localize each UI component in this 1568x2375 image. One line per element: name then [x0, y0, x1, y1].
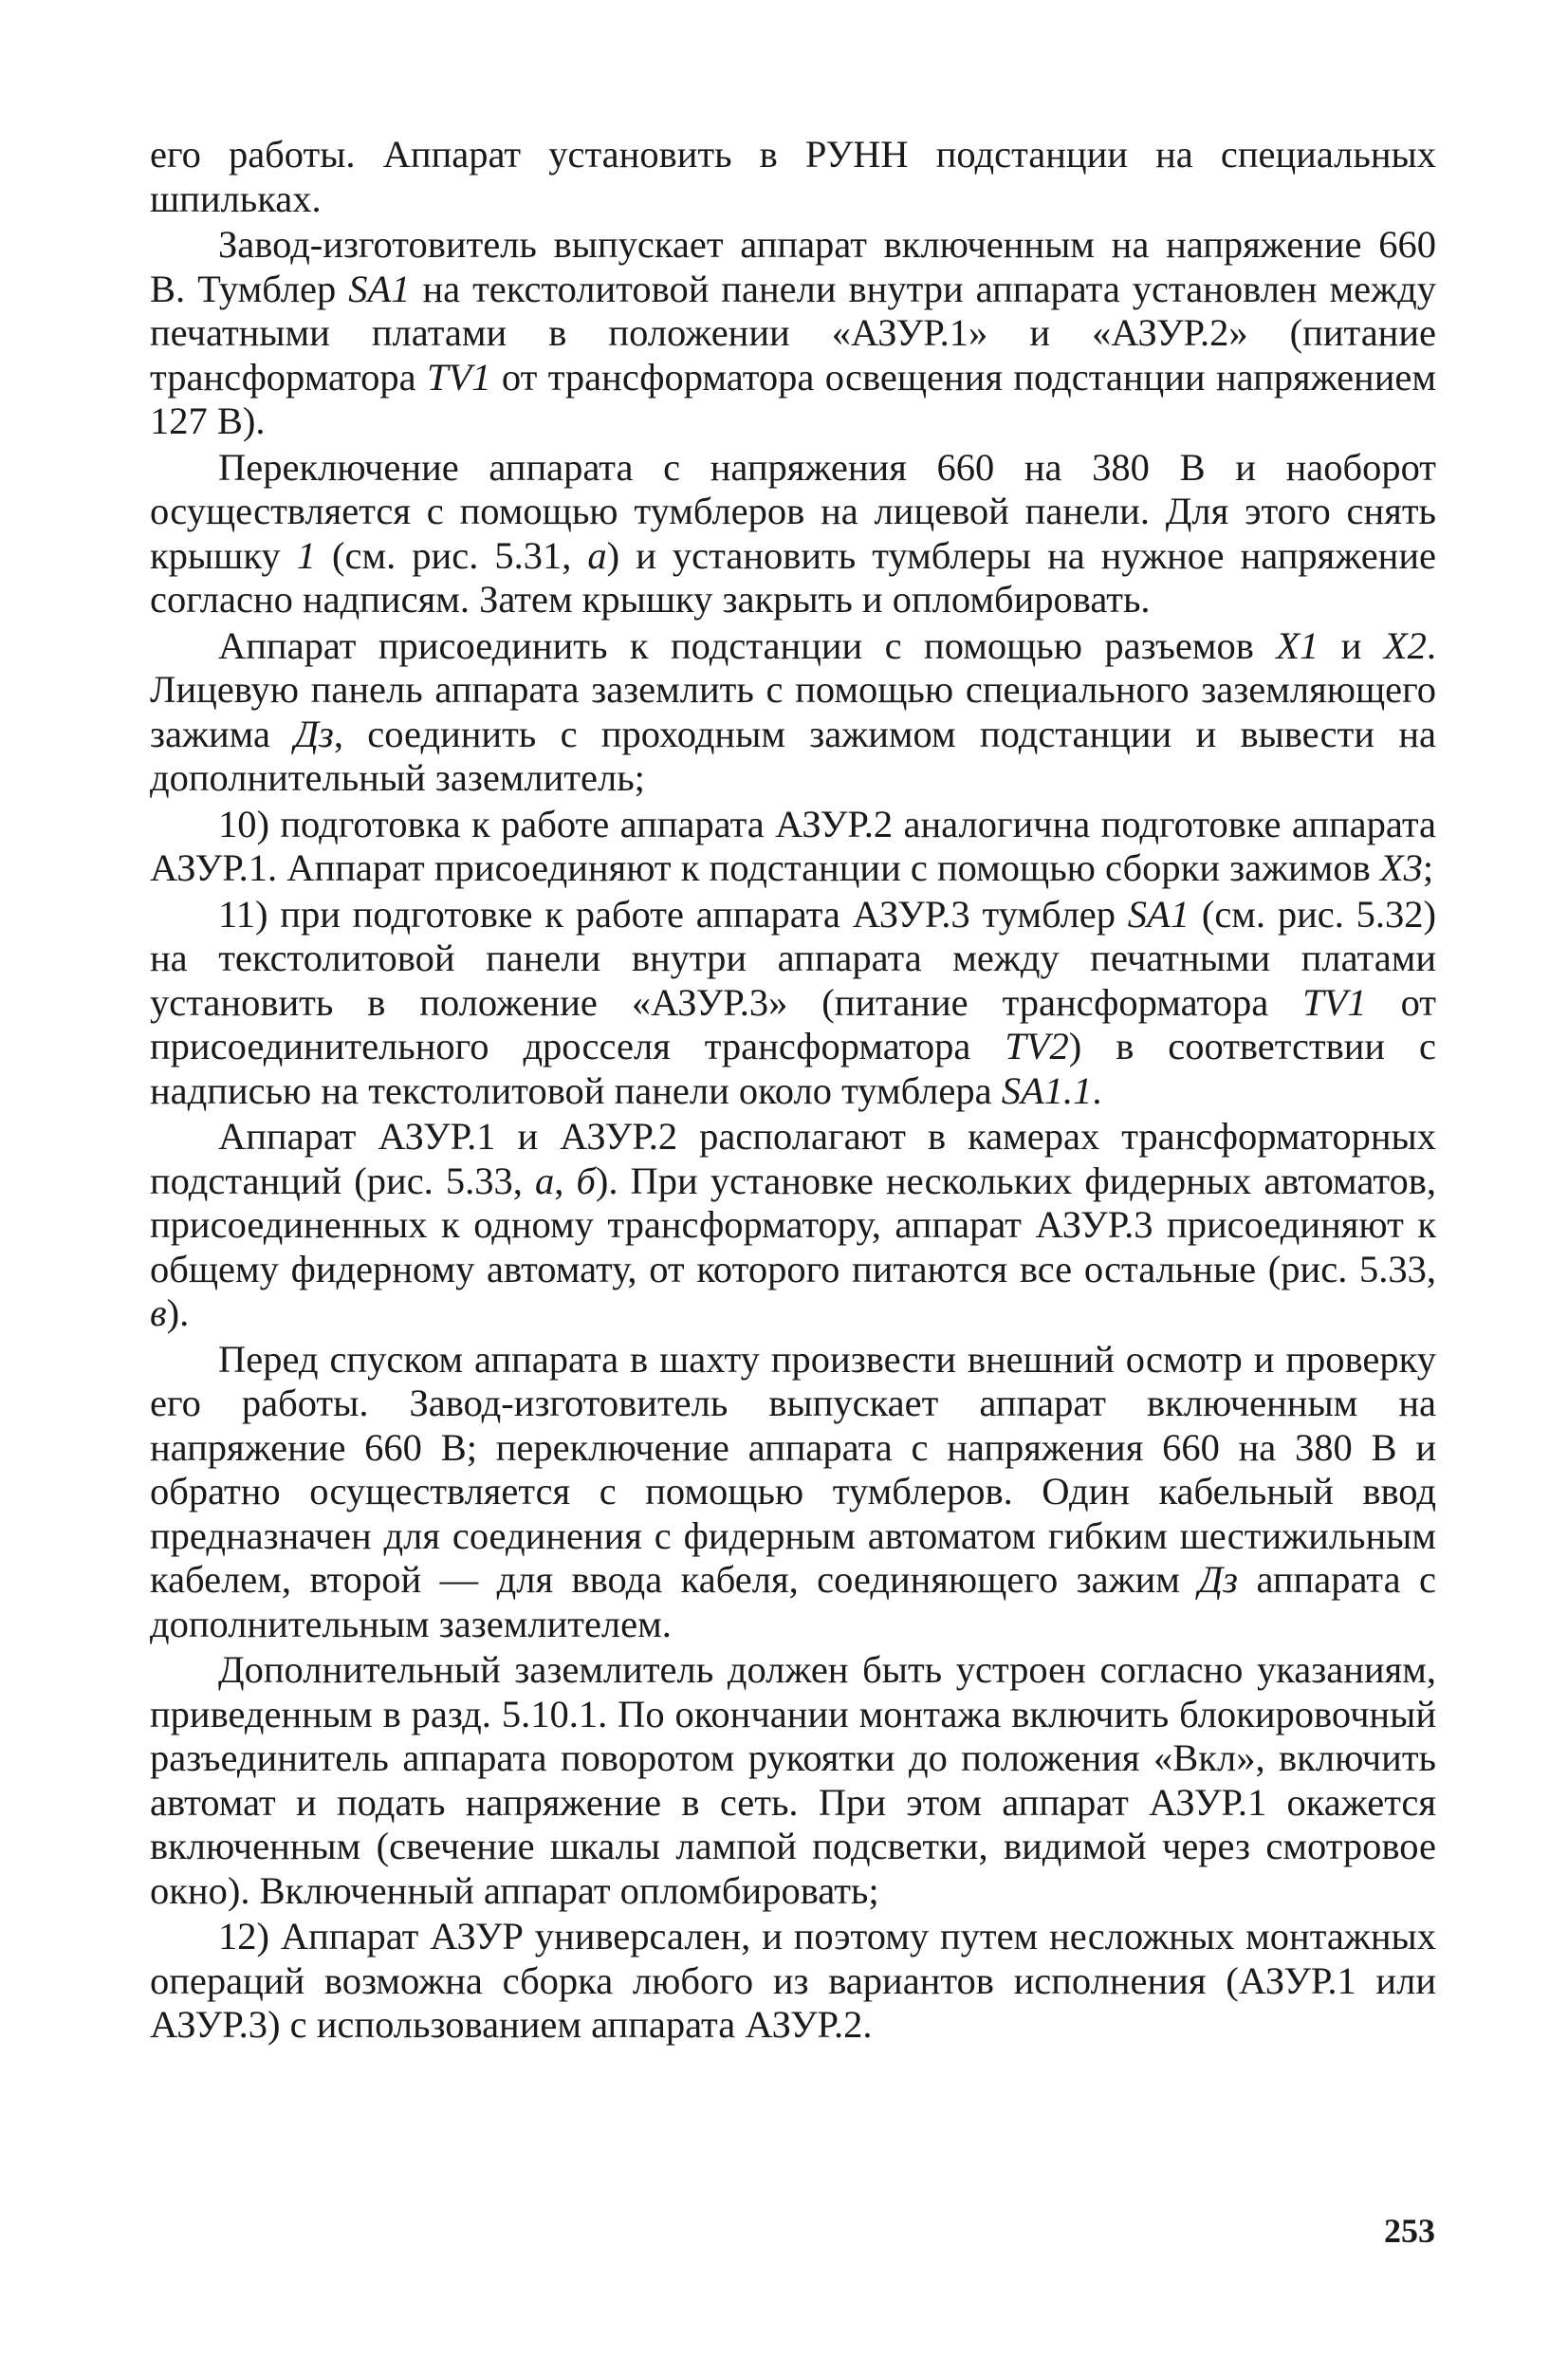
italic-term: а [535, 1159, 555, 1202]
italic-term: SA1.1 [1001, 1068, 1093, 1112]
text-run: Аппарат АЗУР.1 и АЗУР.2 располагают в камерах трансформаторных подстанций (рис. 5.33, [150, 1115, 1436, 1202]
italic-term: TV2 [1005, 1025, 1069, 1067]
italic-term: б [576, 1159, 596, 1202]
italic-term: TV1 [427, 355, 491, 399]
paragraph-6 [150, 893, 1436, 1114]
text-run: Аппарат присоединить к подстанции с помощью разъемов [218, 623, 1277, 667]
text-run: и [1319, 623, 1384, 667]
text-run: ) в соответствии с надписью на текстолитовой панели около тумблера [150, 1025, 1436, 1112]
italic-term: Дз [294, 712, 334, 755]
text-run: от присоединительного дросселя трансформатора [150, 980, 1436, 1067]
paragraph-1 [150, 133, 1436, 221]
italic-term: 1 [296, 533, 316, 577]
italic-term: X1 [1276, 623, 1319, 667]
text-run: Дополнительный заземлитель должен быть устроен согласно указаниям, приведенным в разд. 5.10.1. По окончании монтажа включить блокировочный разъединитель аппарата поворотом рукоятки до положения «Вкл», включить автомат и подать напряжение в сеть. При этом аппарат АЗУР.1 окажется включенным (свечение шкалы лампой подсветки, видимой через смотровое окно). Включенный аппарат опломбировать; [150, 1648, 1436, 1912]
text-run: , соединить с проходным зажимом подстанции и вывести на дополнительный заземлитель; [150, 712, 1436, 799]
text-run: , [554, 1159, 577, 1202]
italic-term: Дз [1198, 1558, 1238, 1601]
italic-term: X3 [1379, 846, 1423, 889]
italic-term: SA1 [1127, 892, 1190, 936]
text-run: ). При установке нескольких фидерных автоматов, присоединенных к одному трансформатору, аппарат АЗУР.3 присоединяют к общему фидерному автомату, от которого питаются все остальные (рис. 5.33, [150, 1159, 1436, 1290]
text-run: 11) при подготовке к работе аппарата АЗУР.3 тумблер [218, 892, 1128, 936]
paragraph-7 [150, 1115, 1436, 1336]
italic-term: а [587, 533, 607, 577]
text-run: Завод-изготовитель выпускает аппарат включенным на напряжение 660 В. Тумблер [150, 223, 1436, 310]
text-run: ) и установить тумблеры на нужное напряжение согласно надписям. Затем крышку закрыть и опломбировать. [150, 533, 1436, 621]
paragraph-8 [150, 1338, 1436, 1647]
paragraph-5 [150, 803, 1436, 891]
text-run: ; [1422, 846, 1434, 889]
paragraph-3 [150, 446, 1436, 622]
text-run: (см. рис. 5.32) на текстолитовой панели внутри аппарата между печатными платами установить в положение «АЗУР.3» (питание трансформатора [150, 892, 1436, 1024]
text-run: (см. рис. 5.31, [315, 533, 588, 577]
paragraph-9 [150, 1648, 1436, 1913]
text-run: на текстолитовой панели внутри аппарата установлен между печатными платами в положении «АЗУР.1» и «АЗУР.2» (питание трансформатора [150, 267, 1436, 399]
paragraph-2 [150, 223, 1436, 444]
text-run: от трансформатора освещения подстанции напряжением 127 В). [150, 355, 1436, 442]
text-run: . [1092, 1068, 1102, 1112]
paragraph-10 [150, 1915, 1436, 2048]
text-run: ). [166, 1291, 190, 1334]
text-run: 12) Аппарат АЗУР универсален, и поэтому путем несложных монтажных операций возможна сборка любого из вариантов исполнения (АЗУР.1 или АЗУР.3) с использованием аппарата АЗУР.2. [150, 1915, 1436, 2046]
text-run: . Лицевую панель аппарата заземлить с помощью специального заземляющего зажима [150, 623, 1436, 755]
text-run: аппарата с дополнительным заземлителем. [150, 1558, 1436, 1645]
italic-term: в [150, 1291, 167, 1334]
page-number: 253 [1384, 2212, 1435, 2250]
text-run: 10) подготовка к работе аппарата АЗУР.2 аналогична подготовке аппарата АЗУР.1. Аппарат присоединяют к подстанции с помощью сборки зажимов [150, 802, 1436, 889]
italic-term: TV1 [1302, 980, 1367, 1024]
page-body [150, 133, 1436, 2050]
italic-term: SA1 [348, 267, 411, 310]
text-run: Перед спуском аппарата в шахту произвести внешний осмотр и проверку его работы. Завод-изготовитель выпускает аппарат включенным на напряжение 660 В; переключение аппарата с напряжения 660 на 380 В и обратно осуществляется с помощью тумблеров. Один кабельный ввод предназначен для соединения с фидерным автоматом гибким шестижильным кабелем, второй — для ввода кабеля, соединяющего зажим [150, 1337, 1436, 1601]
italic-term: X2 [1383, 623, 1427, 667]
text-run: Переключение аппарата с напряжения 660 на 380 В и наоборот осуществляется с помощью тумблеров на лицевой панели. Для этого снять крышку [150, 445, 1436, 577]
text-run: его работы. Аппарат установить в РУНН подстанции на специальных шпильках. [150, 133, 1436, 220]
paragraph-4 [150, 624, 1436, 801]
